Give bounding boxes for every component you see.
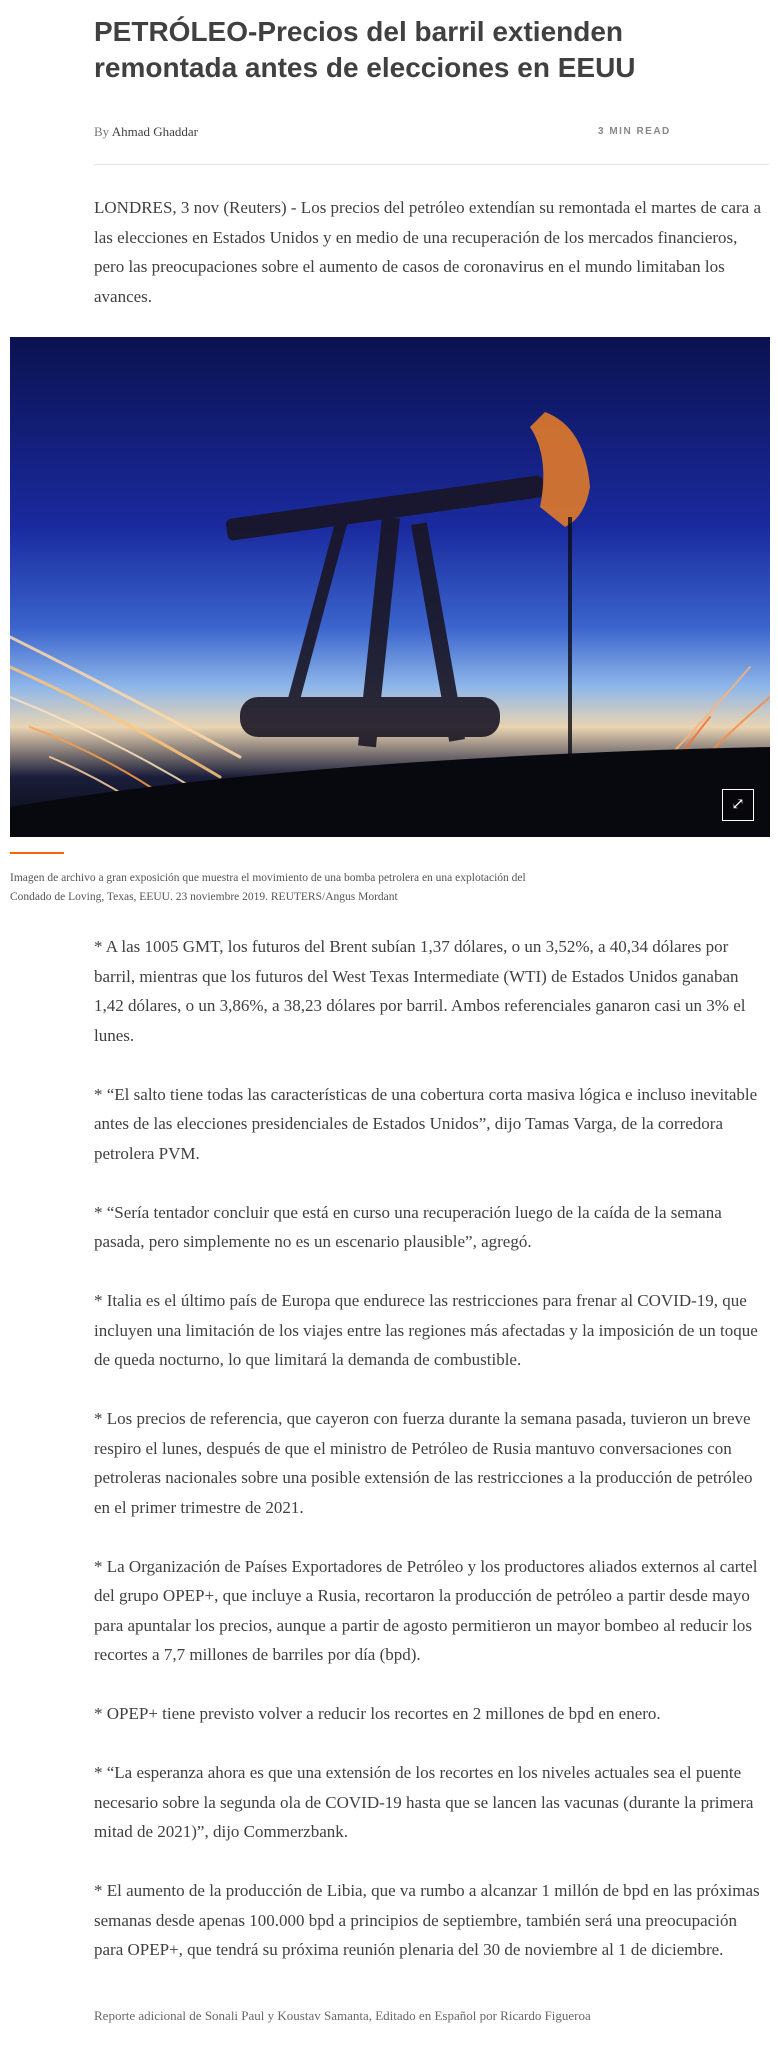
author-link[interactable]: Ahmad Ghaddar: [111, 124, 198, 139]
body-paragraph: * El aumento de la producción de Libia, que va rumbo a alcanzar 1 millón de bpd en las próximas semanas desde apenas 100.000 bpd a principios de septiembre, también será una preocupación para OPEP+, que tendrá su próxima reunión plenaria del 30 de noviembre al 1 de diciembre.: [94, 1881, 760, 1959]
byline: [94, 124, 198, 140]
body-paragraph: * “El salto tiene todas las características de una cobertura corta masiva lógica e incluso inevitable antes de las elecciones presidenciales de Estados Unidos”, dijo Tamas Varga, de la corredora petrolera PVM.: [94, 1084, 758, 1163]
body-paragraph: * Italia es el último país de Europa que endurece las restricciones para frenar al COVID-19, que incluyen una limitación de los viajes entre las regiones más afectadas y la imposición de un toque de queda nocturno, lo que limitará la demanda de combustible.: [94, 1291, 758, 1369]
caption-accent-line: [10, 852, 64, 854]
byline-row: [94, 124, 769, 142]
body-paragraph: * OPEP+ tiene previsto volver a reducir los recortes en 2 millones de bpd en enero.: [94, 1704, 661, 1723]
caption-line-1: Imagen de archivo a gran exposición que muestra el movimiento de una bomba petrolera en una explotación del: [10, 872, 526, 884]
body-paragraph: * “La esperanza ahora es que una extensión de los recortes en los niveles actuales sea el puente necesario sobre la segunda ola de COVID-19 hasta que se lancen las vacunas (durante la primera mitad de 2021)”, dijo Commerzbank.: [94, 1763, 754, 1841]
byline-prefix: By: [94, 124, 110, 139]
photo-art: [10, 337, 770, 837]
lead-paragraph: LONDRES, 3 nov (Reuters) - Los precios del petróleo extendían su remontada el martes de cara a las elecciones en Estados Unidos y en medio de una recuperación de los mercados financieros, pero las preocupaciones sobre el aumento de casos de coronavirus en el mundo limitaban los avances.: [94, 198, 762, 306]
expand-icon[interactable]: ⤢: [722, 789, 754, 821]
body-paragraph: * “Sería tentador concluir que está en curso una recuperación luego de la caída de la semana pasada, pero simplemente no es un escenario plausible”, agregó.: [94, 1202, 722, 1251]
footer-note: Reporte adicional de Sonali Paul y Koustav Samanta, Editado en Español por Ricardo Figueroa: [94, 2008, 591, 2023]
body-paragraph: * Los precios de referencia, que cayeron con fuerza durante la semana pasada, tuvieron un breve respiro el lunes, después de que el ministro de Petróleo de Rusia mantuvo conversaciones con petroleras nacionales sobre una posible extensión de las restricciones a la producción de petróleo en el primer trimestre de 2021.: [94, 1409, 753, 1517]
article-body: [94, 932, 769, 1994]
oil-pump-photo[interactable]: [10, 337, 770, 837]
read-time: 3 MIN READ: [598, 126, 671, 137]
header-divider: [94, 164, 769, 165]
headline: PETRÓLEO-Precios del barril extienden remontada antes de elecciones en EEUU: [94, 16, 636, 83]
body-paragraph: * A las 1005 GMT, los futuros del Brent subían 1,37 dólares, o un 3,52%, a 40,34 dólares por barril, mientras que los futuros del West Texas Intermediate (WTI) de Estados Unidos ganaban 1,42 dólares, o un 3,86%, a 38,23 dólares por barril. Ambos referenciales ganaron casi un 3% el lunes.: [94, 937, 746, 1045]
image-caption: [10, 869, 610, 907]
body-paragraph: * La Organización de Países Exportadores de Petróleo y los productores aliados externos al cartel del grupo OPEP+, que incluye a Rusia, recortaron la producción de petróleo a partir desde mayo para apuntalar los precios, aunque a partir de agosto permitieron un mayor bombeo al reducir los recortes a 7,7 millones de barriles por día (bpd).: [94, 1556, 758, 1664]
caption-line-2: Condado de Loving, Texas, EEUU. 23 noviembre 2019. REUTERS/Angus Mordant: [10, 891, 398, 903]
